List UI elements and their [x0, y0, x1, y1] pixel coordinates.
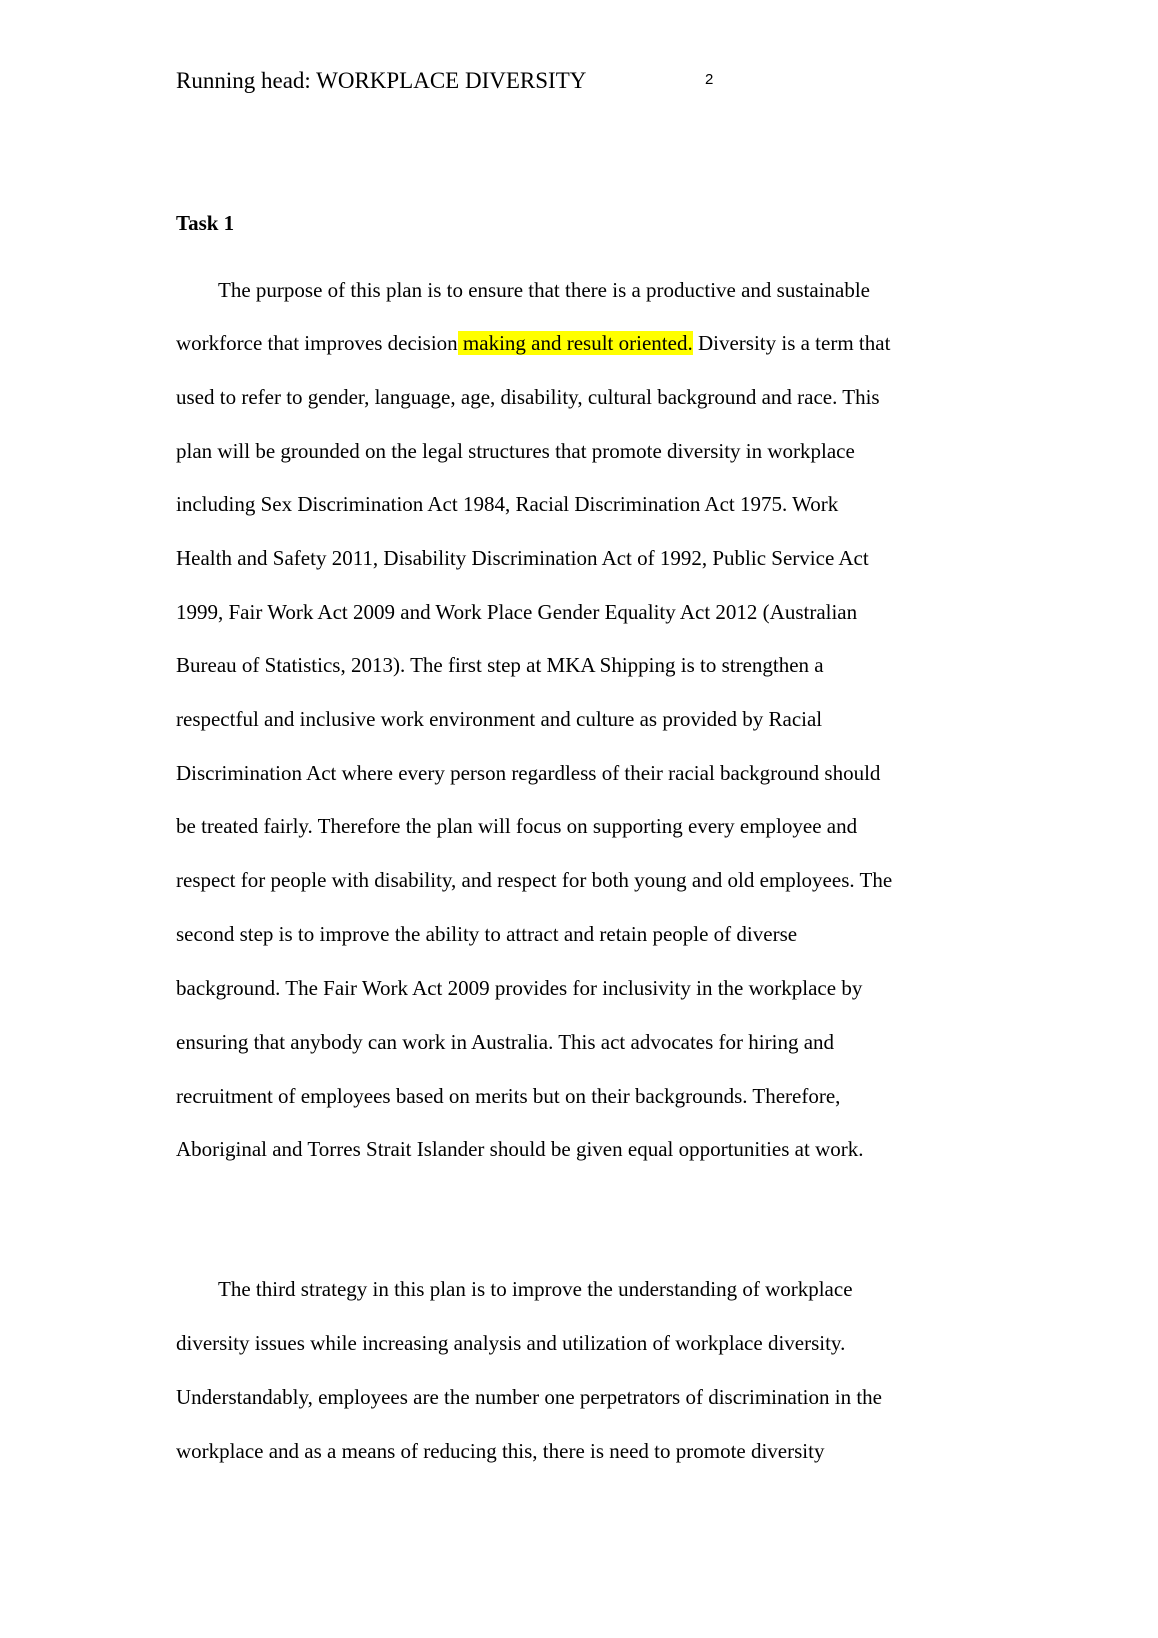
text-run: Diversity is a term that — [692, 331, 891, 355]
paragraph-line: Aboriginal and Torres Strait Islander should be given equal opportunities at work. — [176, 1137, 864, 1161]
paragraph-line: background. The Fair Work Act 2009 provides for inclusivity in the workplace by — [176, 976, 863, 1000]
running-head: Running head: WORKPLACE DIVERSITY — [176, 68, 587, 93]
paragraph-line: The third strategy in this plan is to improve the understanding of workplace — [218, 1277, 853, 1301]
paragraph-line: ensuring that anybody can work in Australia. This act advocates for hiring and — [176, 1030, 835, 1054]
paragraph-line: The purpose of this plan is to ensure that there is a productive and sustainable — [218, 278, 870, 302]
paragraph-line: used to refer to gender, language, age, disability, cultural background and race. This — [176, 385, 880, 409]
paragraph-line: plan will be grounded on the legal structures that promote diversity in workplace — [176, 439, 855, 463]
paragraph-line: diversity issues while increasing analysis and utilization of workplace diversity. — [176, 1331, 846, 1355]
paragraph-line: be treated fairly. Therefore the plan will focus on supporting every employee and — [176, 814, 858, 838]
paragraph-line: respect for people with disability, and respect for both young and old employees. The — [176, 868, 893, 892]
paragraph-line: Health and Safety 2011, Disability Discrimination Act of 1992, Public Service Act — [176, 546, 869, 570]
paragraph-line: recruitment of employees based on merits but on their backgrounds. Therefore, — [176, 1084, 841, 1108]
paragraph-line: Discrimination Act where every person regardless of their racial background should — [176, 761, 881, 785]
paragraph-line — [176, 329, 890, 357]
page-number: 2 — [705, 71, 714, 88]
paragraph-line: Bureau of Statistics, 2013). The first step at MKA Shipping is to strengthen a — [176, 653, 824, 677]
text-run: workforce that improves decision — [176, 331, 458, 355]
paragraph-line: respectful and inclusive work environment and culture as provided by Racial — [176, 707, 823, 731]
paragraph-line: workplace and as a means of reducing this, there is need to promote diversity — [176, 1439, 825, 1463]
paragraph-line: second step is to improve the ability to attract and retain people of diverse — [176, 922, 798, 946]
paragraph-line: Understandably, employees are the number one perpetrators of discrimination in the — [176, 1385, 882, 1409]
paragraph-line: including Sex Discrimination Act 1984, Racial Discrimination Act 1975. Work — [176, 492, 839, 516]
highlighted-text: making and result oriented. — [457, 331, 693, 355]
task-heading: Task 1 — [176, 211, 235, 235]
paragraph-line: 1999, Fair Work Act 2009 and Work Place Gender Equality Act 2012 (Australian — [176, 600, 858, 624]
